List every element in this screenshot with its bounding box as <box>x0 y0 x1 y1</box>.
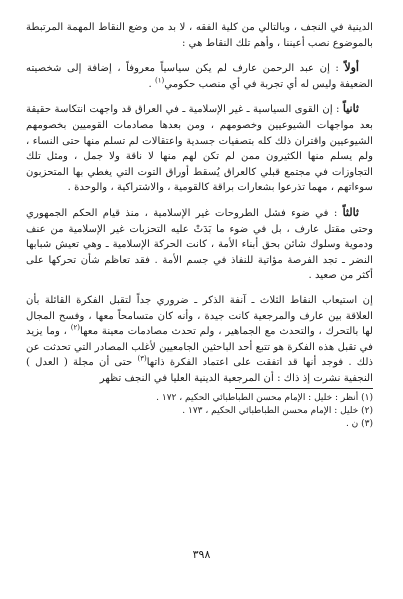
final-text-a: إن استيعاب النقاط الثلاث ـ آنفة الذكر ـ ضروري جداً لتقبل الفكرة القائلة بأن العلاقة بين عارف والمرجعية كانت جيدة ، وأنه كان متسامحاً معها ، وفسح المجال لها بالتحرك ، والتحدث مع الجماهير ، ولم تحدث مصادمات معينة معها <box>26 294 373 338</box>
footnote-2: (٢) خليل : الإمام محسن الطباطبائي الحكيم ، ١٧٣ . <box>182 406 373 417</box>
footnote-separator <box>235 388 373 389</box>
final-text-b: ، وما يزيد في تقبل هذه الفكرة هو تتبع أحد الباحثين الجامعيين لأغلب المصادر التي تحدثت عن ذلك . فوجد أنها قد اتفقت على اعتماد الفكرة ذاتها <box>26 326 373 369</box>
footnote-ref-1: (١) <box>155 76 165 85</box>
point-three-lead: ثالثاً <box>342 205 359 219</box>
point-one-paragraph <box>26 60 373 92</box>
main-text <box>26 20 373 386</box>
spacer <box>26 196 373 205</box>
spacer <box>26 51 373 60</box>
final-text-c: حتى أن مجلة ( العدل ) النجفية نشرت إذ ذاك : أن المرجعية الدينية العليا في النجف تظهر <box>26 357 373 384</box>
footnote-ref-3: (٣) <box>137 354 147 363</box>
footnotes <box>26 392 373 430</box>
point-three-text: : في ضوء فشل الطروحات غير الإسلامية ، منذ قيام الحكم الجمهوري وحتى مقتل عارف ، بل في ضوء ما بَدَتْ عليه التحزبات غير الإسلامية من عنف ودموية وسلوك شائن بحق أبناء الأمة ، كانت الحركة الإسلامية ـ وهي تعيش شبابها النضر ـ تجد الفرصة مؤاتية للنفاذ في جسم الأمة . فقد تعاظم شأن تحركها على أكثر من صعيد . <box>26 207 373 282</box>
point-two-text: : إن القوى السياسية ـ غير الإسلامية ـ في العراق قد واجهت انتكاسة حقيقة بعد مواجهات الشيوعيين وخصومهم ، ومن بعدها مصادمات القوميين بخصومهم الشيوعيين واقتران ذلك كله بتصفيات جسدية واعتقالات لم تسلم منها حتى النساء ، ولم يسلم منها الكثيرون ممن لم تكن لهم منها لا ناقة ولا جمل ، ومثل تلك التجاوزات في مجتمع قبلي كالعراق يُسقط أوراق التوت التي يغطي بها المتحزبون سوءاتهم ، مهما تذرعوا بشعارات براقة كالقومية ، والاشتراكية ، والوحدة . <box>26 104 373 194</box>
final-paragraph <box>26 293 373 387</box>
intro-paragraph: الدينية في النجف ، وبالتالي من كلية الفقه ، لا بد من وضع النقاط المهمة المرتبطة بالموضوع نصب أعيننا ، وأهم تلك النقاط هي : <box>26 22 373 49</box>
point-one-lead: أولاً <box>344 61 359 75</box>
point-one-text: : إن عبد الرحمن عارف لم يكن سياسياً معروفاً ، إضافة إلى شخصيته الضعيفة وليس له أي تجربة في أي منصب حكومي <box>26 63 373 90</box>
spacer <box>26 92 373 101</box>
spacer <box>26 284 373 293</box>
point-one-end: . <box>148 78 156 90</box>
page-number: ٣٩٨ <box>192 548 211 561</box>
point-two-paragraph <box>26 101 373 196</box>
footnote-3: (٣) ن . <box>345 418 373 429</box>
point-two-lead: ثانياً <box>342 102 359 116</box>
point-three-paragraph <box>26 205 373 284</box>
footnote-1: (١) أنظر : خليل : الإمام محسن الطباطبائي الحكيم ، ١٧٢ . <box>156 393 373 404</box>
footnote-ref-2: (٢) <box>70 323 80 332</box>
